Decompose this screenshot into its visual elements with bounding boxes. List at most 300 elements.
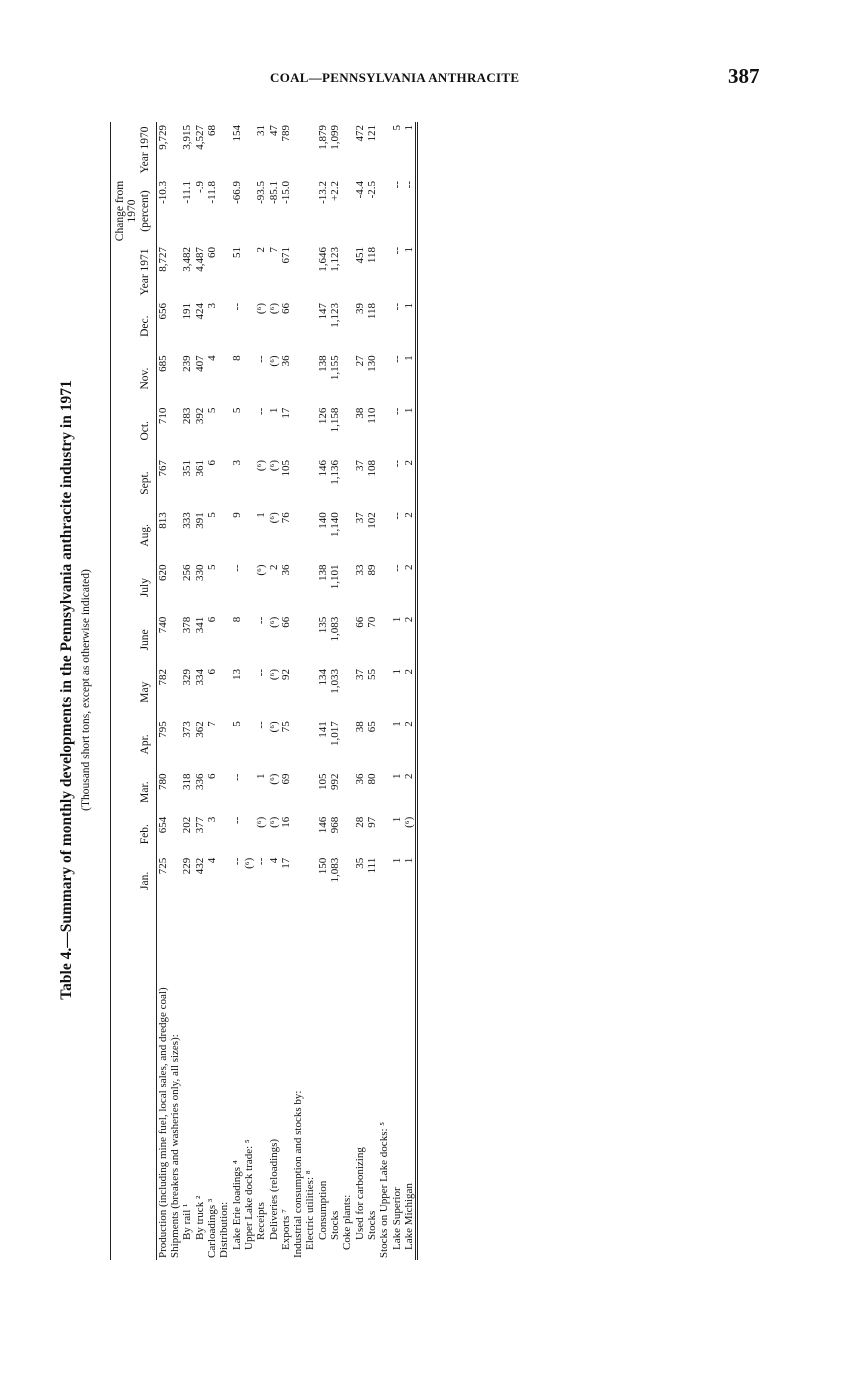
table-cell: 36 <box>353 773 366 785</box>
table-cell: 5 <box>206 407 219 414</box>
table-cell <box>243 814 255 855</box>
table-cell <box>243 122 255 178</box>
table-cell: -- <box>390 247 403 255</box>
table-cell <box>243 244 255 300</box>
table-cell: 239 <box>181 355 194 372</box>
table-cell <box>304 300 316 352</box>
table-cell: -13.2 <box>316 181 329 204</box>
table-cell: 2 <box>402 616 415 623</box>
table-cell: 3,482 <box>181 247 194 272</box>
table-cell <box>218 352 230 404</box>
table-cell: 813 <box>156 512 169 529</box>
table-row <box>391 122 403 1260</box>
column-header-year-1970: Year 1970 <box>111 122 157 178</box>
table-cell <box>169 352 181 404</box>
column-header-june: June <box>111 614 157 666</box>
table-cell: 202 <box>181 816 194 834</box>
table-cell <box>378 614 390 666</box>
table-cell: 27 <box>353 355 366 367</box>
table-row <box>329 122 341 1260</box>
table-cell: 1,017 <box>329 721 342 747</box>
table-cell: (⁶) <box>267 512 280 524</box>
table-cell <box>292 352 304 404</box>
column-header-july: July <box>111 561 157 613</box>
table-cell <box>292 855 304 907</box>
column-header-change: Change from 1970 (percent) <box>111 178 157 244</box>
table-cell <box>378 405 390 457</box>
table-cell: 38 <box>353 407 366 419</box>
table-cell <box>304 178 316 244</box>
table-cell: 9,729 <box>156 125 169 150</box>
table-cell <box>341 614 353 666</box>
table-cell <box>218 457 230 509</box>
table-cell: 3,915 <box>181 125 194 150</box>
table-cell <box>341 405 353 457</box>
table-cell: 710 <box>156 407 169 425</box>
row-label: Stocks <box>329 1210 342 1240</box>
table-cell <box>341 855 353 907</box>
table-body <box>156 122 416 1260</box>
table-row <box>366 122 378 1260</box>
table-cell: -2.5 <box>365 181 378 199</box>
table-cell: 4,487 <box>193 247 206 272</box>
table-cell: -11.1 <box>181 181 194 204</box>
table-cell <box>169 244 181 300</box>
table-cell <box>243 405 255 457</box>
table-cell: 1 <box>402 303 415 309</box>
table-cell: 992 <box>329 773 342 791</box>
table-cell <box>292 814 304 855</box>
table-cell: 6 <box>206 773 219 780</box>
table-cell: 1 <box>402 355 415 361</box>
table-cell: 4 <box>206 857 219 864</box>
table-cell: 341 <box>193 616 206 634</box>
table-cell: 1,140 <box>329 512 342 537</box>
table-cell <box>292 122 304 178</box>
table-cell: 3 <box>206 816 219 823</box>
table-cell: 60 <box>206 247 219 258</box>
column-header-year-1971: Year 1971 <box>111 244 157 300</box>
table-cell: -10.3 <box>156 181 169 204</box>
table-cell: 141 <box>316 721 329 738</box>
table-cell: 1,158 <box>329 407 342 433</box>
table-row <box>403 122 417 1260</box>
table-cell: 2 <box>267 564 280 570</box>
table-cell: 362 <box>193 721 206 738</box>
table-cell: 1 <box>390 816 403 823</box>
table-cell: 66 <box>353 616 366 628</box>
table-cell: 89 <box>365 564 378 576</box>
table-cell <box>243 771 255 814</box>
table-cell: 118 <box>365 303 378 320</box>
table-cell: (⁶) <box>255 303 268 315</box>
table-cell: 102 <box>365 512 378 529</box>
table-cell: 146 <box>316 816 329 834</box>
table-cell <box>341 457 353 509</box>
rotated-table-block <box>58 120 498 1260</box>
table-cell: 66 <box>279 616 292 628</box>
table-cell: -- <box>230 564 243 572</box>
table-cell: 330 <box>193 564 206 581</box>
table-row <box>206 122 218 1260</box>
table-cell: 51 <box>230 247 243 258</box>
table-cell <box>169 666 181 718</box>
table-cell <box>304 509 316 561</box>
row-label: Lake Superior <box>390 1187 403 1250</box>
table-cell <box>243 718 255 770</box>
table-cell <box>378 300 390 352</box>
table-cell: 5 <box>230 721 243 727</box>
table-row <box>317 122 329 1260</box>
table-cell: -93.5 <box>255 181 268 204</box>
table-cell: -- <box>255 857 268 866</box>
running-head: COAL—PENNSYLVANIA ANTHRACITE <box>270 70 520 85</box>
table-cell <box>378 814 390 855</box>
row-label: By rail ¹ <box>181 1203 194 1240</box>
table-cell <box>292 614 304 666</box>
table-cell: 336 <box>193 773 206 791</box>
table-cell: 5 <box>206 564 219 570</box>
row-label: Exports ⁷ <box>279 1209 292 1250</box>
table-cell <box>218 666 230 718</box>
table-cell <box>304 122 316 178</box>
table-cell: 472 <box>353 125 366 142</box>
table-cell: 373 <box>181 721 194 738</box>
table-cell: 4,527 <box>193 125 206 150</box>
table-cell: (⁶) <box>267 773 280 785</box>
table-cell: 329 <box>181 669 194 686</box>
table-cell: -- <box>390 512 403 520</box>
row-label: Lake Erie loadings ⁴ <box>230 1160 243 1250</box>
table-cell <box>292 509 304 561</box>
table-cell: 130 <box>365 355 378 372</box>
table-cell: -- <box>402 181 415 189</box>
table-row <box>218 122 230 1260</box>
table-cell <box>341 178 353 244</box>
column-header-aug: Aug. <box>111 509 157 561</box>
table-cell: 134 <box>316 669 329 686</box>
table-cell: 1 <box>402 247 415 253</box>
column-header-nov: Nov. <box>111 352 157 404</box>
table-cell <box>304 666 316 718</box>
table-cell <box>243 300 255 352</box>
table-cell: 361 <box>193 459 206 477</box>
table-cell: 351 <box>181 459 194 477</box>
table-cell: -- <box>255 669 268 677</box>
table-cell: -- <box>390 564 403 572</box>
table-cell: 1,646 <box>316 247 329 272</box>
column-header-feb: Feb. <box>111 814 157 855</box>
table-cell: 13 <box>230 669 243 680</box>
table-cell: -- <box>255 616 268 625</box>
table-cell <box>292 561 304 613</box>
row-label: Production (including mine fuel, local sales, and dredge coal) <box>156 987 169 1258</box>
table-cell: 6 <box>206 669 219 675</box>
table-cell <box>169 814 181 855</box>
table-cell: -- <box>390 355 403 363</box>
table-cell <box>378 718 390 770</box>
table-cell: 1 <box>255 773 268 780</box>
table-cell: 8,727 <box>156 247 169 272</box>
table-cell: 28 <box>353 816 366 828</box>
table-cell: -11.8 <box>206 181 219 204</box>
table-cell: 36 <box>279 355 292 367</box>
table-cell <box>304 244 316 300</box>
table-cell: 138 <box>316 564 329 581</box>
table-cell: -- <box>390 407 403 415</box>
column-header-jan: Jan. <box>111 855 157 907</box>
table-cell: 283 <box>181 407 194 425</box>
table-cell: 229 <box>181 857 194 875</box>
table-cell <box>169 614 181 666</box>
table-cell <box>341 352 353 404</box>
table-cell <box>304 814 316 855</box>
table-cell: 1 <box>390 616 403 623</box>
table-row <box>292 122 304 1260</box>
row-label: Upper Lake dock trade: ⁵ <box>242 1139 255 1250</box>
table-cell: (⁶) <box>255 459 268 472</box>
table-cell: 685 <box>156 355 169 372</box>
table-cell: 1,136 <box>329 459 342 485</box>
table-cell: 75 <box>279 721 292 733</box>
table-cell <box>243 614 255 666</box>
table-cell <box>341 814 353 855</box>
table-cell: 2 <box>255 247 268 253</box>
table-cell: 3 <box>230 459 243 466</box>
table-cell: 334 <box>193 669 206 686</box>
table-cell: (⁶) <box>242 857 255 869</box>
table-cell: -- <box>255 355 268 363</box>
table-cell: 150 <box>316 857 329 875</box>
table-cell: 92 <box>279 669 292 680</box>
column-header-may: May <box>111 666 157 718</box>
table-cell: 135 <box>316 616 329 634</box>
table-cell: (⁶) <box>267 669 280 681</box>
table-cell: 740 <box>156 616 169 634</box>
table-cell <box>243 666 255 718</box>
row-label: Receipts <box>255 1202 268 1240</box>
table-cell <box>218 561 230 613</box>
table-cell: -85.1 <box>267 181 280 204</box>
table-cell <box>304 718 316 770</box>
table-cell <box>378 666 390 718</box>
table-cell: (⁶) <box>267 616 280 628</box>
table-cell: 68 <box>206 125 219 136</box>
table-cell: 256 <box>181 564 194 581</box>
table-cell: (⁶) <box>267 816 280 828</box>
table-cell <box>169 122 181 178</box>
table-cell <box>169 178 181 244</box>
column-header-dec: Dec. <box>111 300 157 352</box>
row-label: Coke plants: <box>341 1194 354 1250</box>
table-cell: 1,083 <box>329 857 342 883</box>
table-cell: 126 <box>316 407 329 425</box>
table-cell: 391 <box>193 512 206 529</box>
table-cell: 4 <box>206 355 219 361</box>
table-header-row <box>111 122 157 1260</box>
table-cell <box>304 405 316 457</box>
table-cell: 9 <box>230 512 243 518</box>
table-row <box>255 122 267 1260</box>
table-row <box>341 122 353 1260</box>
row-label: Distribution: <box>218 1201 231 1258</box>
table-cell: 140 <box>316 512 329 529</box>
table-cell: 80 <box>365 773 378 785</box>
table-cell: 1 <box>402 125 415 131</box>
table-title: Table 4.—Summary of monthly developments in the Pennsylvania anthracite industry in 1971 <box>58 380 75 1000</box>
table-cell: (⁶) <box>267 303 280 315</box>
table-cell: 1 <box>267 407 280 414</box>
table-cell: 7 <box>267 247 280 253</box>
table-cell: 17 <box>279 857 292 869</box>
table-cell: -- <box>255 721 268 729</box>
table-cell <box>378 122 390 178</box>
table-cell: -- <box>230 773 243 781</box>
table-cell: 795 <box>156 721 169 738</box>
table-cell <box>243 509 255 561</box>
table-cell <box>292 666 304 718</box>
table-cell <box>304 352 316 404</box>
table-cell: 118 <box>365 247 378 264</box>
table-cell: (⁶) <box>267 355 280 367</box>
table-cell: 5 <box>230 407 243 414</box>
table-cell <box>218 814 230 855</box>
table-cell: 1,083 <box>329 616 342 642</box>
table-cell <box>292 457 304 509</box>
table-cell: 780 <box>156 773 169 791</box>
table-cell <box>304 771 316 814</box>
summary-table <box>110 122 418 1260</box>
table-cell: 318 <box>181 773 194 791</box>
table-cell: 17 <box>279 407 292 419</box>
table-cell: 108 <box>365 459 378 477</box>
table-cell: 5 <box>206 512 219 518</box>
column-header-mar: Mar. <box>111 771 157 814</box>
table-cell: 767 <box>156 459 169 477</box>
table-cell <box>243 352 255 404</box>
table-cell: 191 <box>181 303 194 320</box>
page-number: 387 <box>728 64 760 88</box>
table-cell: 39 <box>353 303 366 314</box>
column-header-sept: Sept. <box>111 457 157 509</box>
table-cell <box>218 509 230 561</box>
table-cell: 620 <box>156 564 169 581</box>
table-row <box>231 122 243 1260</box>
table-cell: (⁶) <box>267 459 280 472</box>
table-cell <box>378 244 390 300</box>
table-cell: -- <box>255 407 268 415</box>
table-cell: 55 <box>365 669 378 680</box>
table-cell <box>292 300 304 352</box>
table-cell <box>341 666 353 718</box>
table-cell <box>341 300 353 352</box>
table-row <box>243 122 255 1260</box>
table-cell: 2 <box>402 564 415 570</box>
table-cell: 432 <box>193 857 206 875</box>
table-cell: 789 <box>279 125 292 142</box>
table-cell <box>169 509 181 561</box>
table-cell: 1,123 <box>329 247 342 272</box>
row-label: Used for carbonizing <box>353 1147 366 1240</box>
table-cell <box>169 457 181 509</box>
table-cell <box>378 561 390 613</box>
table-cell <box>218 122 230 178</box>
table-row <box>194 122 206 1260</box>
row-label: Shipments (breakers and washeries only, all sizes): <box>169 1034 182 1258</box>
table-cell <box>218 300 230 352</box>
table-cell: 146 <box>316 459 329 477</box>
table-row <box>304 122 316 1260</box>
table-cell <box>378 457 390 509</box>
table-cell: -.9 <box>193 181 206 193</box>
table-cell <box>292 718 304 770</box>
row-label: Carloadings ³ <box>206 1198 219 1258</box>
table-cell: 138 <box>316 355 329 372</box>
table-row <box>354 122 366 1260</box>
table-cell <box>169 300 181 352</box>
table-cell: 8 <box>230 355 243 361</box>
table-cell: 70 <box>365 616 378 628</box>
table-cell <box>378 352 390 404</box>
table-cell: 16 <box>279 816 292 828</box>
table-cell: 8 <box>230 616 243 623</box>
table-row <box>280 122 292 1260</box>
table-cell: 37 <box>353 512 366 524</box>
table-cell: 69 <box>279 773 292 785</box>
table-cell: 968 <box>329 816 342 834</box>
table-cell <box>341 771 353 814</box>
table-cell: 378 <box>181 616 194 634</box>
table-cell: 47 <box>267 125 280 136</box>
table-cell: 1 <box>255 512 268 518</box>
table-cell: +2.2 <box>329 181 342 201</box>
table-cell: 121 <box>365 125 378 142</box>
table-cell: 1 <box>402 407 415 414</box>
table-cell: 1 <box>390 669 403 675</box>
table-cell: 671 <box>279 247 292 264</box>
table-cell: 66 <box>279 303 292 314</box>
table-cell <box>341 561 353 613</box>
table-cell <box>218 244 230 300</box>
table-cell: 725 <box>156 857 169 875</box>
table-row <box>378 122 390 1260</box>
table-cell: 147 <box>316 303 329 320</box>
table-cell <box>304 855 316 907</box>
table-cell: 2 <box>402 459 415 466</box>
table-cell: 105 <box>316 773 329 791</box>
table-cell <box>292 771 304 814</box>
table-cell: 97 <box>365 816 378 828</box>
row-label: Industrial consumption and stocks by: <box>292 1090 305 1258</box>
table-cell: 3 <box>206 303 219 309</box>
table-row <box>156 122 169 1260</box>
row-label: Stocks on Upper Lake docks: ⁵ <box>378 1121 391 1258</box>
table-row <box>169 122 181 1260</box>
table-cell: 31 <box>255 125 268 136</box>
table-cell: 5 <box>390 125 403 131</box>
table-cell: 37 <box>353 459 366 471</box>
column-header-oct: Oct. <box>111 405 157 457</box>
table-cell: 424 <box>193 303 206 320</box>
table-cell <box>169 561 181 613</box>
table-cell <box>218 405 230 457</box>
table-cell: 35 <box>353 857 366 869</box>
table-cell: 36 <box>279 564 292 576</box>
table-cell: 110 <box>365 407 378 424</box>
table-cell: 105 <box>279 459 292 477</box>
row-label: By truck ² <box>193 1195 206 1240</box>
table-cell: 2 <box>402 773 415 780</box>
